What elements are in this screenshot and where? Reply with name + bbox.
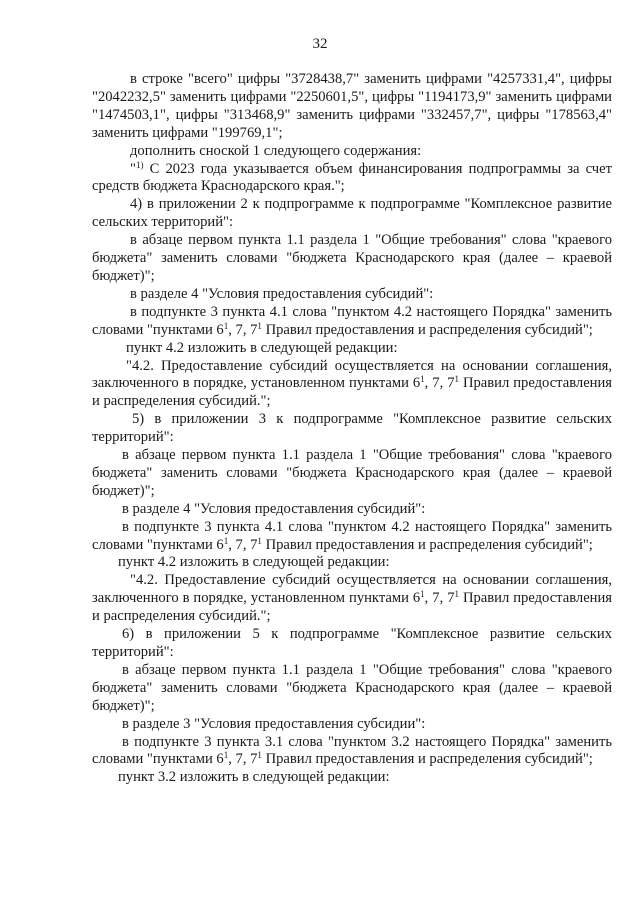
app5-subpoint3-sep: , 7, 7 — [228, 751, 258, 768]
page-number: 32 — [312, 36, 328, 52]
paragraph-app3-subpoint3 — [92, 519, 612, 555]
superscript-one: 1 — [420, 589, 425, 600]
app2-subpoint3-tail: Правил предоставления и распределения субсидий"; — [261, 321, 593, 338]
paragraph-app2-section4: в разделе 4 "Условия предоставления субсидий": — [130, 285, 434, 302]
app3-point42-body: "4.2. Предоставление субсидий осуществляется на основании соглашения, заключенного в порядке, установленном пунктами 6 — [92, 572, 612, 607]
paragraph-app5-subpoint3 — [92, 734, 612, 770]
paragraph-add-footnote: дополнить сноской 1 следующего содержания: — [130, 142, 422, 159]
app3-subpoint3-sep: , 7, 7 — [228, 536, 258, 553]
paragraph-app3-point42: пункт 4.2 изложить в следующей редакции: — [118, 554, 390, 571]
paragraph-app5-point32: пункт 3.2 изложить в следующей редакции: — [118, 769, 390, 786]
paragraph-app2-point42-text — [92, 358, 612, 412]
paragraph-item-4: 4) в приложении 2 к подпрограмме к подпрограмме "Комплексное развитие сельских территорий": — [92, 196, 612, 231]
superscript-one: 1 — [454, 374, 459, 385]
paragraph-app5-budget: в абзаце первом пункта 1.1 раздела 1 "Общие требования" слова "краевого бюджета" заменить словами "бюджета Краснодарского края (далее – краевой бюджет)"; — [92, 661, 612, 714]
paragraph-app2-subpoint3 — [92, 304, 612, 340]
app3-point42-tail: Правил предоставления и распределения субсидий."; — [92, 590, 613, 625]
paragraph-app3-budget: в абзаце первом пункта 1.1 раздела 1 "Общие требования" слова "краевого бюджета" заменить словами "бюджета Краснодарского края (далее – краевой бюджет)"; — [92, 447, 612, 499]
footnote-open-quote: " — [130, 160, 136, 177]
app2-point42-sep: , 7, 7 — [424, 375, 455, 392]
superscript-one: 1 — [223, 535, 229, 546]
paragraph-app2-point42: пункт 4.2 изложить в следующей редакции: — [126, 339, 398, 356]
footnote-body: С 2023 года указывается объем финансирования подпрограммы за счет средств бюджета Краснодарского края."; — [92, 160, 612, 195]
superscript-one: 1 — [223, 320, 229, 331]
paragraph-app5-section3: в разделе 3 "Условия предоставления субсидии": — [122, 715, 426, 732]
paragraph-item-6: 6) в приложении 5 к подпрограмме "Комплексное развитие сельских территорий": — [92, 626, 612, 660]
superscript-one: 1 — [257, 320, 262, 331]
superscript-one: 1 — [257, 750, 262, 761]
app2-subpoint3-text: в подпункте 3 пункта 4.1 слова "пунктом 4.2 настоящего Порядка" заменить словами "пунктами 6 — [92, 303, 612, 338]
app3-point42-sep: , 7, 7 — [424, 590, 455, 607]
app2-point42-tail: Правил предоставления и распределения субсидий."; — [92, 375, 613, 410]
document-body — [92, 71, 612, 787]
superscript-one: 1 — [454, 589, 459, 600]
app5-subpoint3-tail: Правил предоставления и распределения субсидий"; — [261, 751, 593, 768]
paragraph-item-5: 5) в приложении 3 к подпрограмме "Комплексное развитие сельских территорий": — [92, 411, 612, 446]
paragraph-total-row: в строке "всего" цифры "3728438,7" заменить цифрами "4257331,4", цифры "2042232,5" заменить цифрами "2250601,5", цифры "1194173,9" заменить цифрами "1474503,1", цифры "313468,9" заменить цифрами "332457,7", цифры "178563,4" заменить цифрами "199769,1"; — [92, 71, 612, 141]
app3-subpoint3-text: в подпункте 3 пункта 4.1 слова "пунктом 4.2 настоящего Порядка" заменить словами "пунктами 6 — [92, 518, 612, 553]
app2-point42-body: "4.2. Предоставление субсидий осуществляется на основании соглашения, заключенного в порядке, установленном пунктами 6 — [92, 357, 612, 392]
superscript-one: 1 — [223, 750, 229, 761]
superscript-one: 1 — [257, 535, 262, 546]
paragraph-app3-section4: в разделе 4 "Условия предоставления субсидий": — [122, 500, 426, 517]
paragraph-app2-budget: в абзаце первом пункта 1.1 раздела 1 "Общие требования" слова "краевого бюджета" заменить словами "бюджета Краснодарского края (далее – краевой бюджет)"; — [92, 232, 612, 284]
footnote-marker: 1) — [135, 159, 144, 170]
paragraph-footnote-text — [92, 161, 612, 197]
app3-subpoint3-tail: Правил предоставления и распределения субсидий"; — [261, 536, 593, 553]
paragraph-app3-point42-text — [92, 572, 612, 626]
superscript-one: 1 — [420, 374, 425, 385]
app5-subpoint3-text: в подпункте 3 пункта 3.1 слова "пунктом 3.2 настоящего Порядка" заменить словами "пунктами 6 — [92, 733, 612, 768]
app2-subpoint3-sep: , 7, 7 — [228, 321, 258, 338]
